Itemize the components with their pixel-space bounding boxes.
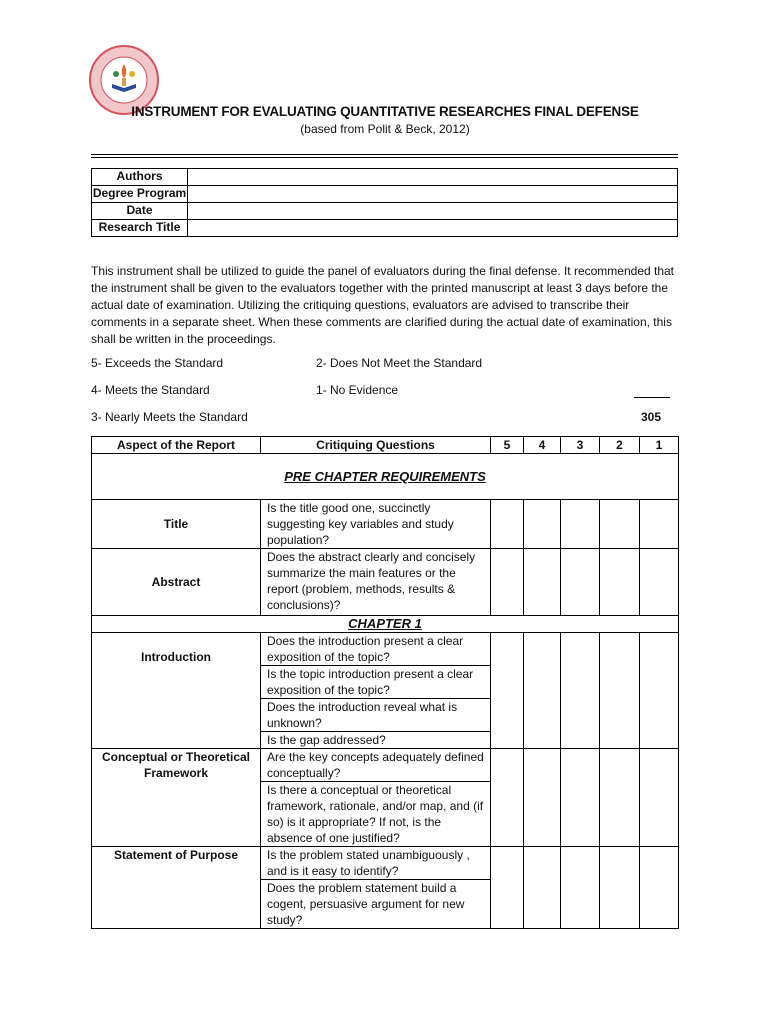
- double-rule-bottom: [91, 157, 678, 158]
- header-2: 2: [600, 437, 640, 454]
- header-4: 4: [524, 437, 561, 454]
- score-cell[interactable]: [561, 500, 600, 549]
- score-cell[interactable]: [561, 749, 600, 847]
- degree-program-field[interactable]: [188, 186, 678, 203]
- date-field[interactable]: [188, 203, 678, 220]
- header-3: 3: [561, 437, 600, 454]
- total-score: 305: [641, 410, 662, 424]
- score-cell[interactable]: [524, 847, 561, 929]
- score-cell[interactable]: [524, 549, 561, 616]
- table-row-framework: [92, 749, 679, 782]
- header-5: 5: [491, 437, 524, 454]
- question-intro-2: Is the topic introduction present a clear exposition of the topic?: [261, 666, 491, 699]
- aspect-abstract: Abstract: [92, 549, 261, 616]
- question-abstract: Does the abstract clearly and concisely summarize the main features or the report (problem, methods, results & conclusions)?: [261, 549, 491, 616]
- score-cell[interactable]: [640, 847, 679, 929]
- research-title-label: Research Title: [92, 220, 188, 237]
- score-cell[interactable]: [600, 549, 640, 616]
- aspect-framework: Conceptual or Theoretical Framework: [92, 749, 261, 847]
- table-row-introduction: [92, 633, 679, 666]
- score-cell[interactable]: [524, 749, 561, 847]
- question-purpose-1: Is the problem stated unambiguously , and is it easy to identify?: [261, 847, 491, 880]
- question-purpose-2: Does the problem statement build a cogent, persuasive argument for new study?: [261, 880, 491, 929]
- score-cell[interactable]: [600, 749, 640, 847]
- pre-chapter-row: [92, 454, 679, 500]
- evaluation-table: [91, 436, 679, 929]
- score-cell[interactable]: [491, 500, 524, 549]
- score-cell[interactable]: [640, 500, 679, 549]
- info-row-research-title: [92, 220, 678, 237]
- info-row-degree: [92, 186, 678, 203]
- scale-3: 3- Nearly Meets the Standard: [91, 410, 248, 424]
- research-title-field[interactable]: [188, 220, 678, 237]
- score-cell[interactable]: [561, 633, 600, 749]
- info-row-authors: [92, 169, 678, 186]
- score-cell[interactable]: [640, 549, 679, 616]
- chapter1-heading: CHAPTER 1: [92, 616, 679, 633]
- score-cell[interactable]: [524, 633, 561, 749]
- score-cell[interactable]: [640, 633, 679, 749]
- pre-chapter-heading: PRE CHAPTER REQUIREMENTS: [92, 454, 679, 500]
- score-cell[interactable]: [524, 500, 561, 549]
- question-framework-2: Is there a conceptual or theoretical framework, rationale, and/or map, and (if so) is it appropriate? If not, is the absence of one justified?: [261, 782, 491, 847]
- table-row-purpose: [92, 847, 679, 880]
- question-intro-3: Does the introduction reveal what is unknown?: [261, 699, 491, 732]
- table-header-row: [92, 437, 679, 454]
- aspect-title: Title: [92, 500, 261, 549]
- score-cell[interactable]: [561, 549, 600, 616]
- aspect-introduction: [92, 633, 261, 749]
- score-cell[interactable]: [491, 549, 524, 616]
- scale-1: 1- No Evidence: [316, 383, 399, 397]
- score-cell[interactable]: [600, 633, 640, 749]
- intro-paragraph: This instrument shall be utilized to guide the panel of evaluators during the final defense. It recommended that the instrument shall be given to the evaluators together with the printed manuscript at least 3 days before the actual date of examination. Utilizing the critiquing questions, evaluators are advised to transcribe their comments in a separate sheet. When these comments are clarified during the actual date of examination, this shall be written in the proceedings.: [91, 264, 675, 346]
- score-cell[interactable]: [640, 749, 679, 847]
- document-subtitle: (based from Polit & Beck, 2012): [300, 122, 470, 136]
- score-cell[interactable]: [600, 500, 640, 549]
- aspect-purpose: Statement of Purpose: [92, 847, 261, 929]
- header-1: 1: [640, 437, 679, 454]
- scale-2: 2- Does Not Meet the Standard: [316, 356, 483, 370]
- question-intro-1: Does the introduction present a clear exposition of the topic?: [261, 633, 491, 666]
- question-title: Is the title good one, succinctly suggesting key variables and study population?: [261, 500, 491, 549]
- aspect-introduction-label: Introduction: [141, 650, 211, 664]
- date-label: Date: [92, 203, 188, 220]
- info-row-date: [92, 203, 678, 220]
- score-cell[interactable]: [491, 749, 524, 847]
- score-line: [634, 397, 670, 398]
- table-row-title: [92, 500, 679, 549]
- authors-field[interactable]: [188, 169, 678, 186]
- score-cell[interactable]: [491, 847, 524, 929]
- scale-5: 5- Exceeds the Standard: [91, 356, 224, 370]
- question-intro-4: Is the gap addressed?: [261, 732, 491, 749]
- info-table: [91, 168, 678, 237]
- header-aspect: Aspect of the Report: [92, 437, 261, 454]
- degree-program-label: Degree Program: [92, 186, 188, 203]
- score-cell[interactable]: [491, 633, 524, 749]
- scale-4: 4- Meets the Standard: [91, 383, 210, 397]
- table-row-abstract: [92, 549, 679, 616]
- header-questions: Critiquing Questions: [261, 437, 491, 454]
- score-cell[interactable]: [600, 847, 640, 929]
- score-cell[interactable]: [561, 847, 600, 929]
- chapter1-row: [92, 616, 679, 633]
- authors-label: Authors: [92, 169, 188, 186]
- question-framework-1: Are the key concepts adequately defined conceptually?: [261, 749, 491, 782]
- document-title: INSTRUMENT FOR EVALUATING QUANTITATIVE RESEARCHES FINAL DEFENSE: [131, 104, 639, 119]
- double-rule-top: [91, 154, 678, 155]
